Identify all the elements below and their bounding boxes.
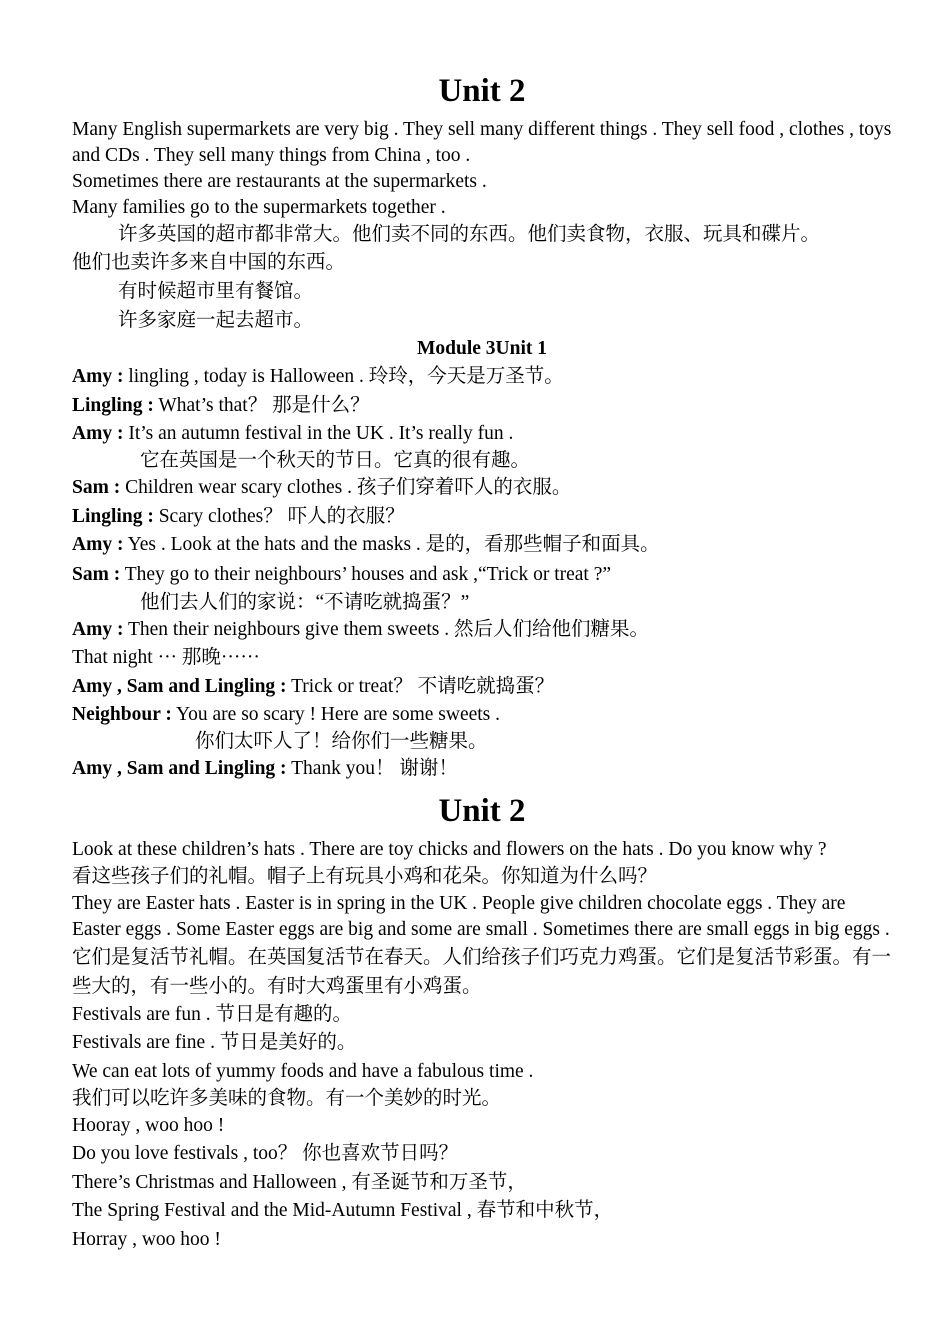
speaker: Amy : (72, 618, 124, 640)
song-line: Do you love festivals , too？ 你也喜欢节日吗？ (72, 1143, 459, 1164)
dialogue-translation: 你们太吓人了！给你们一些糖果。 (195, 731, 488, 752)
unit2-paragraph-2: Sometimes there are restaurants at the supermarkets . (72, 171, 487, 192)
speaker: Lingling : (72, 394, 154, 416)
easter-chinese-2: 它们是复活节礼帽。在英国复活节在春天。人们给孩子们巧克力鸡蛋。它们是复活节彩蛋。有一些大的，有一些小的。有时大鸡蛋里有小鸡蛋。 (72, 946, 892, 997)
speaker: Sam : (72, 477, 121, 498)
dialogue-line: Amy : Then their neighbours give them sweets . 然后人们给他们糖果。 (72, 618, 649, 640)
unit2-paragraph-1: Many English supermarkets are very big . They sell many different things . They sell food , clothes , toys and CDs . They sell many things from China , too . (72, 119, 892, 166)
dialogue-line: Lingling : Scary clothes？ 吓人的衣服？ (72, 505, 405, 527)
dialogue-line: Sam : Children wear scary clothes . 孩子们穿着吓人的衣服。 (72, 477, 572, 498)
dialogue-translation: 他们去人们的家说：“不请吃就捣蛋？” (140, 591, 470, 613)
song-line: Hooray , woo hoo ! (72, 1114, 225, 1136)
module3-heading: Module 3Unit 1 (416, 338, 547, 359)
document-page (72, 68, 892, 1254)
easter-paragraph-2: They are Easter hats . Easter is in spring in the UK . People give children chocolate eggs . They are Easter eggs . Some Easter eggs are big and some are small . Sometimes there are small eggs in big eggs . (72, 892, 890, 940)
unit2-chinese-1b: 他们也卖许多来自中国的东西。 (72, 252, 346, 273)
dialogue-line: That night ··· 那晚······ (72, 647, 260, 668)
dialogue-line: Amy , Sam and Lingling : Thank you！ 谢谢！ (72, 758, 458, 779)
unit2-chinese-2: 有时候超市里有餐馆。 (118, 281, 314, 302)
speaker: Sam : (72, 563, 121, 585)
unit2-heading: Unit 2 (438, 73, 526, 109)
dialogue-translation: 它在英国是一个秋天的节日。它真的很有趣。 (140, 450, 531, 471)
speaker: Amy : (72, 534, 124, 555)
song-line: There’s Christmas and Halloween , 有圣诞节和万圣节， (72, 1171, 527, 1193)
song-line: Festivals are fine . 节日是美好的。 (72, 1032, 357, 1053)
dialogue-line: Amy : Yes . Look at the hats and the masks . 是的，看那些帽子和面具。 (72, 534, 660, 555)
dialogue-line: Sam : They go to their neighbours’ houses and ask ,“Trick or treat ?” (72, 563, 612, 585)
speaker: Amy , Sam and Lingling : (72, 675, 287, 697)
song-line: The Spring Festival and the Mid-Autumn Festival , 春节和中秋节， (72, 1200, 614, 1221)
speaker: Amy : (72, 423, 124, 444)
dialogue-line: Amy , Sam and Lingling : Trick or treat？ 不请吃就捣蛋？ (72, 675, 555, 697)
song-line: We can eat lots of yummy foods and have a fabulous time . (72, 1060, 534, 1082)
dialogue-line: Amy : It’s an autumn festival in the UK . It’s really fun . (72, 423, 514, 444)
song-line: 我们可以吃许多美味的食物。有一个美妙的时光。 (72, 1087, 502, 1109)
dialogue-line: Lingling : What’s that？ 那是什么？ (72, 394, 370, 416)
unit2-chinese-1a: 许多英国的超市都非常大。他们卖不同的东西。他们卖食物，衣服、玩具和碟片。 (118, 224, 821, 245)
speaker: Amy , Sam and Lingling : (72, 758, 287, 779)
song-line: Horray , woo hoo ! (72, 1228, 221, 1250)
speaker: Neighbour : (72, 704, 172, 725)
song-line: Festivals are fun . 节日是有趣的。 (72, 1003, 353, 1025)
speaker: Lingling : (72, 505, 154, 527)
dialogue-line: Neighbour : You are so scary ! Here are some sweets . (72, 704, 501, 725)
dialogue-line: Amy : lingling , today is Halloween . 玲玲，今天是万圣节。 (72, 366, 564, 387)
speaker: Amy : (72, 366, 124, 387)
easter-chinese-1: 看这些孩子们的礼帽。帽子上有玩具小鸡和花朵。你知道为什么吗？ (72, 865, 658, 887)
unit2-chinese-3: 许多家庭一起去超市。 (118, 310, 314, 331)
unit2-second-heading: Unit 2 (438, 792, 526, 829)
unit2-paragraph-3: Many families go to the supermarkets together . (72, 197, 446, 218)
easter-paragraph-1: Look at these children’s hats . There are toy chicks and flowers on the hats . Do you know why ? (72, 838, 827, 860)
